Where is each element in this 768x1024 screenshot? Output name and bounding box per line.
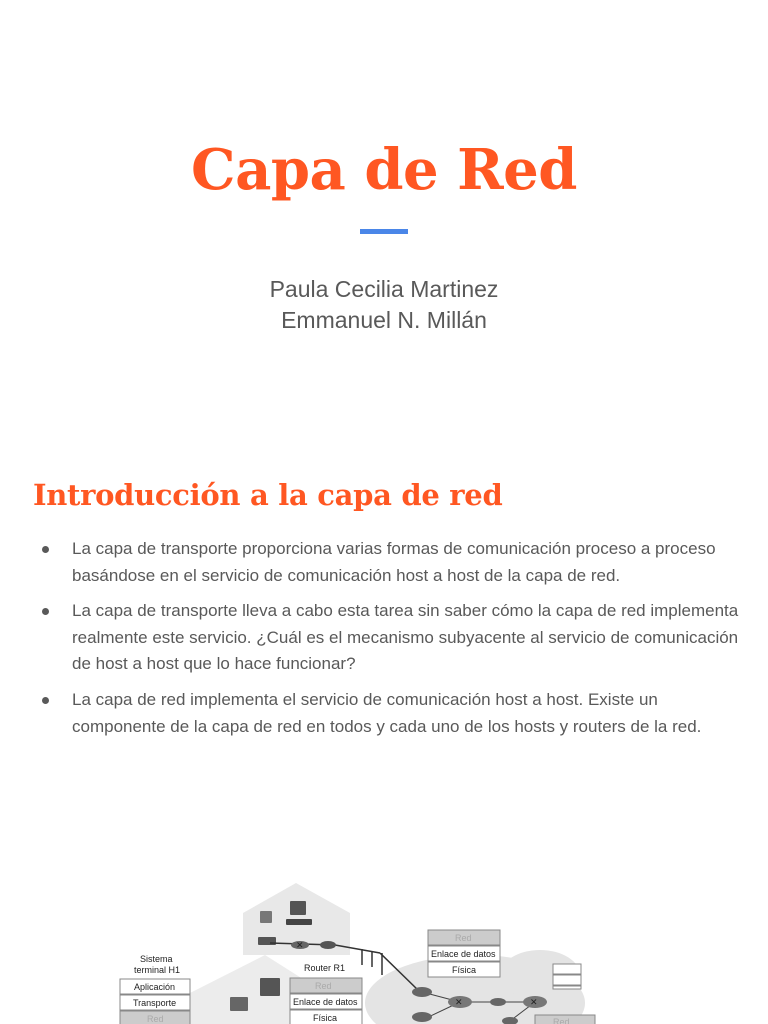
presentation-title: Capa de Red [191,137,577,203]
title-slide [0,0,768,440]
svg-text:✕: ✕ [530,997,538,1007]
stack-layer-label: Red [315,981,332,991]
bullet-dot-icon [42,697,49,704]
bullet-dot-icon [42,608,49,615]
author-name: Paula Cecilia Martinez [269,276,499,302]
router-protocol-stack [290,978,362,1024]
stack-layer-label: Red [553,1017,570,1024]
host-label: terminal H1 [134,965,181,975]
stack-layer-label: Red [455,933,472,943]
bullet-dot-icon [42,546,49,553]
host-label: Sistema [140,954,173,964]
router-label: Router R1 [304,963,346,973]
router-icon [320,941,336,949]
router-icon [412,987,432,997]
svg-text:✕: ✕ [296,940,304,950]
bullet-text: La capa de transporte lleva a cabo esta tarea sin saber cómo la capa de red implementa realmente este servicio. ¿Cuál es el mecanismo subyacente al servicio de comunicación de host a host que lo hace funcionar? [72,601,739,674]
bullet-item [40,687,740,740]
author-name: Emmanuel N. Millán [281,307,487,333]
stack-layer-label: Aplicación [134,982,176,992]
router-icon [448,996,472,1008]
svg-text:✕: ✕ [455,997,463,1007]
stack-icon [553,964,581,989]
stack-layer-label: Red [147,1014,164,1024]
bullet-text: La capa de red implementa el servicio de comunicación host a host. Existe un componente de la capa de red en todos y cada uno de los hosts y routers de la red. [72,689,702,736]
bullet-item [40,536,740,589]
router-icon [412,1012,432,1022]
section-heading: Introducción a la capa de red [33,478,503,512]
router-protocol-stack [428,930,500,977]
host-protocol-stack [120,979,190,1024]
stack-layer-label: Enlace de datos [431,949,496,959]
router-protocol-stack [535,1015,595,1024]
title-underline [360,229,408,234]
authors-block [0,274,768,336]
bullet-list [40,536,740,749]
stack-layer-label: Enlace de datos [293,997,358,1007]
router-icon [490,998,506,1006]
stack-layer-label: Física [452,965,477,975]
router-icon [523,996,547,1008]
stack-layer-label: Transporte [133,998,177,1008]
bullet-text: La capa de transporte proporciona varias formas de comunicación proceso a proceso basándose en el servicio de comunicación host a host de la capa de red. [72,539,716,585]
bullet-item [40,598,740,678]
network-diagram [110,875,630,1024]
stack-layer-label: Física [313,1013,338,1023]
